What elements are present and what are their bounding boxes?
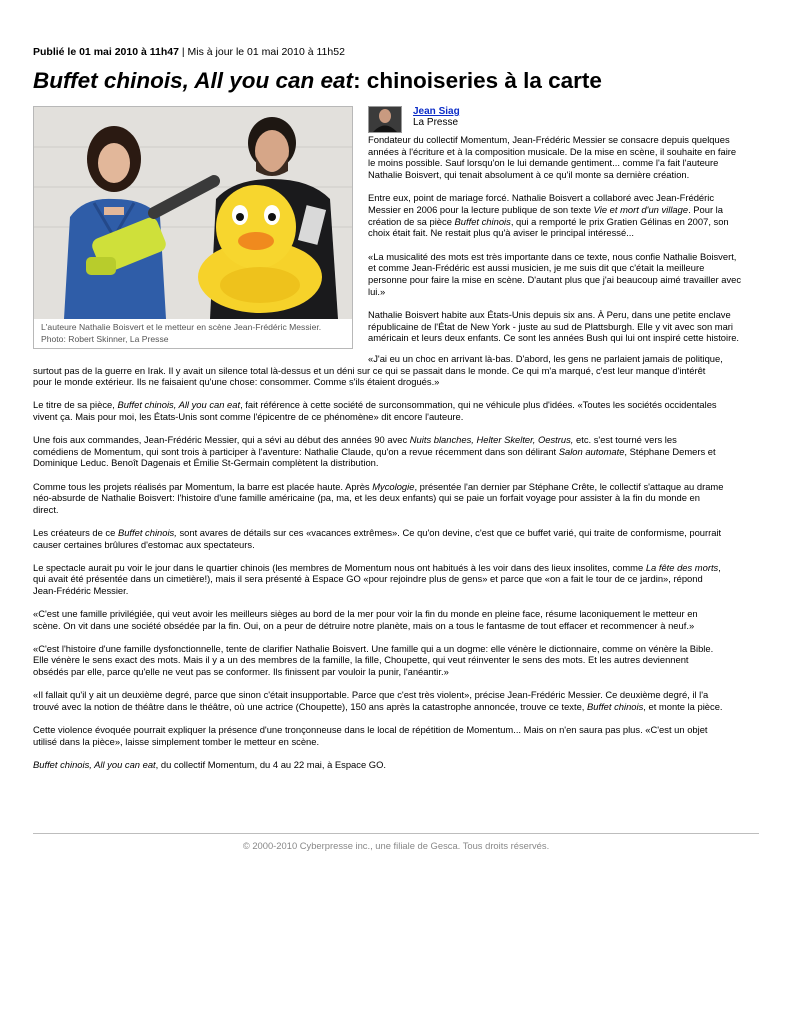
paragraph xyxy=(33,689,759,712)
title-reference: Nuits blanches, Helter Skelter, Oestrus, xyxy=(409,434,574,446)
title-reference: Buffet chinois xyxy=(587,700,644,712)
paragraph xyxy=(33,481,759,516)
title-reference: Salon automate xyxy=(558,445,625,457)
text-line: «Il fallait qu'il y ait un deuxième degré, parce que sinon c'était insupportable. Parce que c'est très violent», précise Jean-Frédéric Messier. Ce deuxième degré, il l'a xyxy=(33,689,709,701)
text-line: Elle vénère le sens exact des mots. Mais il y a un des membres de la famille, la fille, Choupette, qui veut réinventer le sens des mots. Et les autres deviennent xyxy=(33,654,689,666)
text-line: , xyxy=(718,561,721,573)
text-line: Comme tous les projets réalisés par Momentum, la barre est placée haute. Après xyxy=(33,480,373,492)
headline-title-rest: : chinoiseries à la carte xyxy=(353,68,602,93)
title-reference: Vie et mort d'un village xyxy=(593,203,689,215)
text-line: Fondateur du collectif Momentum, Jean-Frédéric Messier se consacre depuis quelques xyxy=(368,134,730,145)
text-line: causer certaines brûlures d'estomac aux spectateurs. xyxy=(33,538,255,550)
paragraph xyxy=(368,192,759,238)
text-line: Nathalie Boisvert habite aux États-Unis depuis six ans. À Peru, dans une petite enclave xyxy=(368,309,731,321)
title-reference: Mycologie xyxy=(372,480,415,492)
paragraph xyxy=(33,399,759,422)
text-line: Cette violence évoquée pourrait expliquer la présence d'une tronçonneuse dans le local de répétition de Momentum... Mais on n'en saura pas plus. «C'est un objet xyxy=(33,724,708,735)
paragraph xyxy=(33,365,759,388)
text-line: choix était fait. Ne restait plus qu'à aviser le principal intéressé... xyxy=(368,227,634,239)
text-line: , et monte la pièce. xyxy=(643,700,723,712)
photo-caption xyxy=(41,321,347,345)
photo-illustration xyxy=(34,107,352,319)
paragraph xyxy=(33,527,759,550)
photo-credit: Photo: Robert Skinner, La Presse xyxy=(41,334,169,344)
side-text xyxy=(368,134,759,344)
text-line: républicaine de l'État de New York - juste au sud de Plattsburgh. Elle y vit avec son mari xyxy=(368,320,734,332)
updated-date: Mis à jour le 01 mai 2010 à 11h52 xyxy=(187,46,345,58)
paragraph xyxy=(33,562,759,597)
paragraph xyxy=(33,643,759,678)
paragraph xyxy=(33,724,759,747)
text-line: comédiens de Momentum, qui sont trois à participer à l'aventure: Nathalie Claude, qu'on a revue récemment dans son délirant xyxy=(33,445,559,457)
copyright-notice: © 2000-2010 Cyberpresse inc., une filiale de Gesca. Tous droits réservés. xyxy=(242,840,550,851)
text-line: Une fois aux commandes, Jean-Frédéric Messier, qui a sévi au début des années 90 avec xyxy=(33,434,410,446)
paragraph xyxy=(33,434,759,469)
text-line: américain et leurs deux enfants. Ce sont les années Bush qui lui ont inspiré cette histoire. xyxy=(368,332,740,344)
text-line: «C'est une famille privilégiée, qui veut avoir les meilleurs sièges au bord de la mer pour voir la fin du monde en pleine face, résume laconiquement le metteur en xyxy=(33,608,698,620)
publication-dates xyxy=(33,45,759,59)
text-line: , fait référence à cette société de surconsommation, qui ne véhicule plus d'idées. «Toutes les sociétés occidentales xyxy=(240,399,717,411)
text-line: Entre eux, point de mariage forcé. Nathalie Boisvert a collaboré avec Jean-Frédéric xyxy=(368,192,715,204)
text-line: Les créateurs de ce xyxy=(33,526,118,538)
title-reference: Buffet chinois xyxy=(454,215,511,227)
photo-caption-text: L'auteure Nathalie Boisvert et le metteur en scène Jean-Frédéric Messier. xyxy=(41,322,322,332)
text-line: . Pour la xyxy=(688,203,723,215)
title-reference: Buffet chinois, All you can eat xyxy=(117,399,241,411)
paragraph xyxy=(368,309,759,344)
author-name-link[interactable]: Jean Siag xyxy=(413,106,460,117)
photo-box xyxy=(33,106,353,349)
text-line: scène. On vit dans une société obsédée par la fin. Oui, on a peur de détruire notre planète, mais on a tous le fantasme de tout effacer et recommencer à neuf.» xyxy=(33,619,695,631)
text-line: sont avares de détails sur ces «vacances extrêmes». Ce qu'on devine, c'est que ce buffet varié, qui traite de conformisme, pourrait xyxy=(176,526,722,538)
text-line: Jean-Frédéric Messier. xyxy=(33,584,129,596)
text-line: pour le monde extérieur. Ils ne faisaient qu'une chose: consommer. Comme s'ils étaient drogués.» xyxy=(33,376,440,388)
article-top xyxy=(33,106,759,349)
text-line: vivent ça. Mais pour moi, les États-Unis sont comme l'épicentre de ce phénomène» dit encore l'auteure. xyxy=(33,410,464,422)
paragraph xyxy=(368,134,759,180)
author-avatar[interactable] xyxy=(368,106,402,133)
text-line: , Stéphane Demers et xyxy=(624,445,716,457)
article-body xyxy=(33,353,759,770)
text-line: qui avait été présentée dans un cimetière!), mais il sera présenté à Espace GO «pour rejoindre plus de gens» et parce que «on a fait le tour de ce jardin», répond xyxy=(33,573,703,585)
headline-title-italic: Buffet chinois, All you can eat xyxy=(33,68,354,93)
byline-and-intro xyxy=(368,106,759,356)
author-byline xyxy=(368,106,759,134)
article-headline xyxy=(33,67,759,95)
text-line: direct. xyxy=(33,503,59,515)
text-line: obsédés par elle, parce qu'elle ne veut pas se conformer. Ils finissent par vouloir la punir, l'anéantir.» xyxy=(33,666,449,678)
text-line: , du collectif Momentum, du 4 au 22 mai, à Espace GO. xyxy=(155,758,386,770)
text-line: «La musicalité des mots est très importante dans ce texte, nous confie Nathalie Boisvert, xyxy=(368,250,737,262)
text-line: «J'ai eu un choc en arrivant là-bas. D'abord, les gens ne parlaient jamais de politique, xyxy=(368,353,723,364)
text-line: Messier en 2006 pour la lecture publique de son texte xyxy=(368,203,594,215)
article xyxy=(33,45,759,782)
paragraph xyxy=(33,608,759,631)
text-line: et comme Jean-Frédéric est aussi musicien, je me suis dit que c'était la meilleure xyxy=(368,262,705,274)
text-line: Dominique Leduc. Benoît Dagenais et Émilie St-Germain complètent la distribution. xyxy=(33,457,379,469)
text-line: surtout pas de la guerre en Irak. Il y avait un silence total là-dessus et un déni sur ce qui se passait dans le monde. Ce qui m'a marqué, c'est leur manque d'intérêt xyxy=(33,364,706,376)
paragraph xyxy=(368,251,759,297)
text-line: lui.» xyxy=(368,285,386,297)
title-reference: Buffet chinois, xyxy=(117,526,177,538)
title-reference: Buffet chinois, All you can eat xyxy=(33,758,156,770)
text-line: années à l'écriture et à la composition musicale. De la mise en scène, il souhaite en faire xyxy=(368,145,737,157)
text-line: Le titre de sa pièce, xyxy=(33,399,118,411)
author-avatar-image xyxy=(369,107,401,132)
text-line: personne pour faire la mise en scène. D'autant plus que j'ai beaucoup aimé travailler avec xyxy=(368,273,742,285)
text-line: «C'est l'histoire d'une famille dysfonctionnelle, tente de clarifier Nathalie Boisvert. Une famille qui a un dogme: elle vénère le dictionnaire, comme on vénère la Bible. xyxy=(33,642,714,654)
text-line: , présentée l'an dernier par Stéphane Crête, le collectif s'attaque au drame xyxy=(414,480,724,492)
paragraph xyxy=(33,759,759,771)
article-photo[interactable] xyxy=(34,107,352,319)
page-footer xyxy=(33,833,759,851)
title-reference: La fête des morts xyxy=(645,561,719,573)
published-date: Publié le 01 mai 2010 à 11h47 xyxy=(33,46,179,58)
text-line: , qui a remporté le prix Gratien Gélinas en 2007, son xyxy=(510,215,729,227)
text-line: Le spectacle aurait pu voir le jour dans le quartier chinois (les membres de Momentum nous ont habitués à les voir dans des lieux insolites, comme xyxy=(33,561,646,573)
text-line: trouvé avec la notion de théâtre dans le théâtre, où une actrice (Choupette), 150 ans après la catastrophe annoncée, trouve ce texte, xyxy=(33,700,587,712)
text-line: création de sa pièce xyxy=(368,215,455,227)
text-line: Nathalie Boisvert, qui tenait absolument à ce qu'il monte sa dernière création. xyxy=(368,168,690,180)
date-separator: | xyxy=(181,46,185,58)
author-publication: La Presse xyxy=(413,117,459,128)
text-line: etc. s'est tourné vers les xyxy=(573,434,677,446)
text-line: le moins possible. Sauf lorsqu'on le lui demande gentiment... comme l'a fait l'auteure xyxy=(368,157,719,169)
text-line: néo-absurde de Nathalie Boisvert: l'histoire d'une famille américaine (pa, ma, et les deux enfants) qui se paie un forfait voyage pour assister à la fin du monde en xyxy=(33,492,700,504)
text-line: utilisé dans la pièce», laisse simplement tomber le metteur en scène. xyxy=(33,735,320,747)
